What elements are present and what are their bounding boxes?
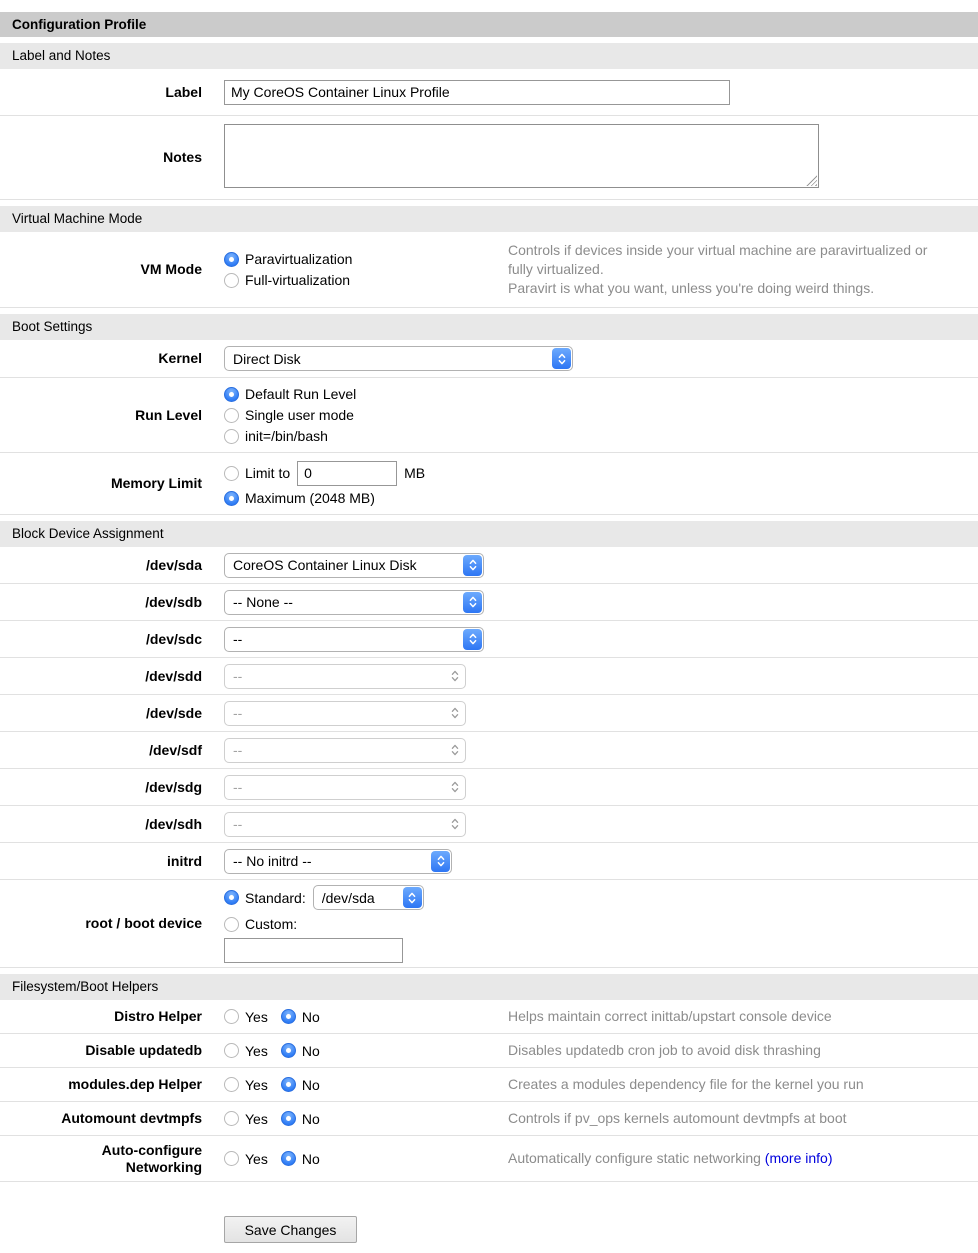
help-text: Controls if pv_ops kernels automount devtmpfs at boot — [508, 1110, 847, 1126]
vm-mode-help-text: Controls if devices inside your virtual machine are paravirtualized or fully virtualized. Paravirt is what you want, unless you're doing weird things. — [508, 242, 928, 296]
initrd-row: initrd -- No initrd -- — [0, 843, 978, 880]
label-row — [0, 69, 978, 116]
chevron-up-down-icon — [403, 887, 422, 908]
run-level-row: Run Level Default Run Level Single user mode init=/bin/bash — [0, 378, 978, 453]
modules-dep-no-radio[interactable] — [281, 1077, 296, 1092]
section-filesystem-boot-helpers: Filesystem/Boot Helpers — [0, 974, 978, 1000]
full-virtualization-radio[interactable] — [224, 273, 239, 288]
modules-dep-helper-row: modules.dep Helper Yes No Creates a modules dependency file for the kernel you run — [0, 1068, 978, 1102]
save-row — [0, 1182, 978, 1253]
chevron-up-down-icon — [463, 555, 482, 576]
disable-updatedb-yes-radio[interactable] — [224, 1043, 239, 1058]
chevron-up-down-icon — [445, 777, 464, 798]
dev-sdh-row: /dev/sdh -- — [0, 806, 978, 843]
initrd-select[interactable]: -- No initrd -- — [224, 849, 452, 874]
page-title: Configuration Profile — [0, 12, 978, 37]
chevron-up-down-icon — [445, 740, 464, 761]
section-block-device-assignment: Block Device Assignment — [0, 521, 978, 547]
section-boot-settings: Boot Settings — [0, 314, 978, 340]
more-info-link[interactable]: (more info) — [764, 1150, 833, 1166]
dev-sdc-select[interactable]: -- — [224, 627, 484, 652]
dev-sdg-select: -- — [224, 775, 466, 800]
chevron-up-down-icon — [445, 814, 464, 835]
vm-mode-label: VM Mode — [140, 261, 202, 277]
disable-updatedb-row: Disable updatedb Yes No Disables updatedb cron job to avoid disk thrashing — [0, 1034, 978, 1068]
section-label-and-notes: Label and Notes — [0, 43, 978, 69]
root-boot-device-row: root / boot device Standard: /dev/sda Custom: — [0, 880, 978, 968]
paravirtualization-label: Paravirtualization — [245, 251, 353, 267]
disable-updatedb-no-radio[interactable] — [281, 1043, 296, 1058]
memory-limit-input[interactable] — [297, 461, 397, 486]
help-text: Helps maintain correct inittab/upstart console device — [508, 1008, 832, 1024]
chevron-up-down-icon — [463, 592, 482, 613]
notes-row — [0, 116, 978, 200]
dev-sdd-row: /dev/sdd -- — [0, 658, 978, 695]
maximum-memory-radio[interactable] — [224, 491, 239, 506]
dev-sde-select: -- — [224, 701, 466, 726]
mb-unit-label: MB — [404, 465, 426, 481]
automount-devtmpfs-no-radio[interactable] — [281, 1111, 296, 1126]
custom-root-radio[interactable] — [224, 917, 239, 932]
automount-devtmpfs-yes-radio[interactable] — [224, 1111, 239, 1126]
distro-helper-yes-radio[interactable] — [224, 1009, 239, 1024]
notes-textarea[interactable] — [224, 124, 819, 188]
dev-sdf-select: -- — [224, 738, 466, 763]
single-user-mode-radio[interactable] — [224, 408, 239, 423]
dev-sdb-select[interactable]: -- None -- — [224, 590, 484, 615]
modules-dep-yes-radio[interactable] — [224, 1077, 239, 1092]
automount-devtmpfs-row: Automount devtmpfs Yes No Controls if pv_ops kernels automount devtmpfs at boot — [0, 1102, 978, 1136]
auto-configure-networking-yes-radio[interactable] — [224, 1151, 239, 1166]
dev-sde-row: /dev/sde -- — [0, 695, 978, 732]
standard-root-radio[interactable] — [224, 890, 239, 905]
dev-sda-select[interactable]: CoreOS Container Linux Disk — [224, 553, 484, 578]
kernel-label: Kernel — [158, 350, 202, 366]
chevron-up-down-icon — [445, 703, 464, 724]
memory-limit-label: Memory Limit — [110, 475, 202, 491]
label-input[interactable] — [224, 80, 730, 105]
paravirtualization-radio[interactable] — [224, 252, 239, 267]
chevron-up-down-icon — [463, 629, 482, 650]
dev-sda-row: /dev/sda CoreOS Container Linux Disk — [0, 547, 978, 584]
dev-sdd-select: -- — [224, 664, 466, 689]
vm-mode-row — [0, 232, 978, 308]
dev-sdb-row: /dev/sdb -- None -- — [0, 584, 978, 621]
custom-root-device-input[interactable] — [224, 938, 403, 963]
dev-sdg-row: /dev/sdg -- — [0, 769, 978, 806]
help-text: Automatically configure static networking (more info) — [508, 1150, 833, 1166]
memory-limit-row: Memory Limit Limit to 0 MB Maximum (2048 MB) — [0, 453, 978, 515]
notes-field-label: Notes — [163, 149, 202, 165]
dev-sdh-select: -- — [224, 812, 466, 837]
section-virtual-machine-mode: Virtual Machine Mode — [0, 206, 978, 232]
full-virtualization-label: Full-virtualization — [245, 272, 351, 288]
dev-sdf-row: /dev/sdf -- — [0, 732, 978, 769]
distro-helper-no-radio[interactable] — [281, 1009, 296, 1024]
chevron-up-down-icon — [431, 851, 450, 872]
default-run-level-radio[interactable] — [224, 387, 239, 402]
chevron-up-down-icon — [445, 666, 464, 687]
root-boot-device-label: root / boot device — [85, 915, 202, 931]
save-changes-button[interactable]: Save Changes — [224, 1216, 357, 1243]
chevron-up-down-icon — [552, 348, 571, 369]
auto-configure-networking-no-radio[interactable] — [281, 1151, 296, 1166]
root-device-select[interactable]: /dev/sda — [313, 885, 424, 910]
help-text: Disables updatedb cron job to avoid disk thrashing — [508, 1042, 821, 1058]
limit-to-radio[interactable] — [224, 466, 239, 481]
dev-sdc-row: /dev/sdc -- — [0, 621, 978, 658]
run-level-label: Run Level — [135, 406, 202, 423]
auto-configure-networking-row: Auto-configure Networking Yes No Automatically configure static networking (more info) — [0, 1136, 978, 1182]
init-bin-bash-radio[interactable] — [224, 429, 239, 444]
kernel-select[interactable]: Direct Disk — [224, 346, 573, 371]
kernel-row — [0, 340, 978, 378]
distro-helper-row: Distro Helper Yes No Helps maintain correct inittab/upstart console device — [0, 1000, 978, 1034]
help-text: Creates a modules dependency file for the kernel you run — [508, 1076, 864, 1092]
label-field-label: Label — [165, 83, 202, 100]
